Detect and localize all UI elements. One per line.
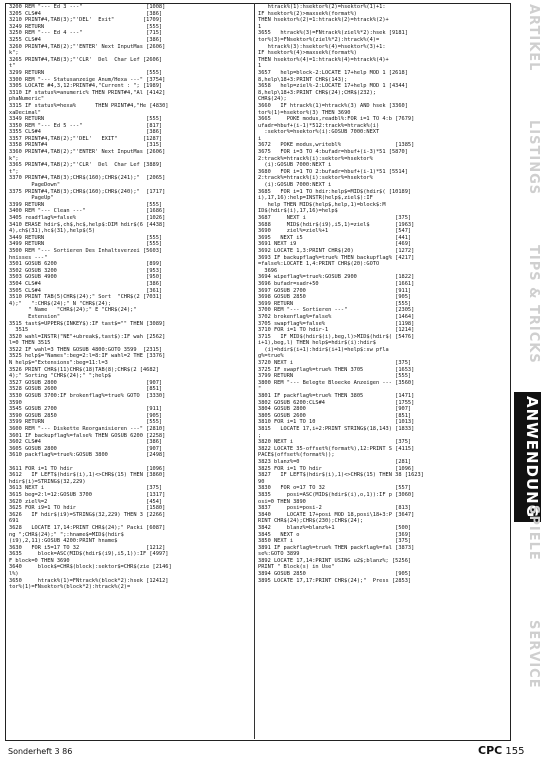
listing-line: 3688 MID$(hdir$(i9),i5,1)=ziel$ [1963] [258,221,415,228]
listing-line: i+1),beg,l) THEN help$=hdir$(i):hdir$ [258,340,376,347]
listing-line: k"; [9,50,19,57]
listing-line: 90 [258,478,265,485]
page-number: 155 [505,746,525,757]
listing-line: ufadr=hbuf+(i-1)*512:track%=htrack%(i) [258,122,380,129]
listing-line: 3694 wipeflag%=true%:GOSUB 2900 [1822] [258,274,415,281]
page-footer [478,744,525,757]
listing-line: 3545 GOSUB 2700 [911] [9,406,163,413]
listing-line: 3810 FOR i=1 TO 10 [1013] [258,419,415,426]
listing-line: (i)=hdir$(i+1):hdir$(i+1)=help$:sw pfla [258,346,389,353]
listing-line: 3804 GOSUB 2800 [907] [258,406,412,413]
listing-line: 3801 IF packflag%=true% THEN 3805 [1471] [258,393,415,400]
listing-line: osi=0 THEN 3890 [258,498,306,505]
listing-line: PRINT " Block(s) in Use" [258,564,335,571]
listing-line: 3615 beg=2:l=12:GOSUB 3700 [1317] [9,491,166,498]
listing-line: 3675 FOR i=3 TO 4:bufadr=hbuf+(i-3)*51 [5870] [258,149,408,156]
listing-line: 3672 POKE modus,writebl% [1385] [258,142,415,149]
listing-line: 3600 REM "--- Diskette Reorganisieren ---" [2810] [9,426,166,432]
listing-line: 3705 swapflag%=false% [1198] [258,320,415,327]
listing-line: ID$(hdir$(i),17,16)=help$ [258,208,338,215]
listing-column-right [258,4,505,584]
listing-line: phaNumeric" [9,96,45,103]
listing-line: 3370 PRINT#4,TAB(3);CHR$(160);CHR$(241);" [2065] [9,175,166,182]
issue-label: Sonderheft 3 86 [8,747,73,756]
listing-line: 3527 GOSUB 2800 [907] [9,379,163,386]
listing-line: 3210 PRINT#4,TAB(3);"'DEL' Exit" [1709] [9,17,163,24]
listing-line: 3410 ERASE hdir$,ch$,hc$,help$:DIM hdir$(6 [4438] [9,221,166,228]
listing-line: IF hsektor%(4)>maxsek%(format%) [258,50,357,57]
listing-line: 3315 IF status%=hexa% THEN PRINT#4,"He [4830] [9,102,169,109]
listing-line: 1 [258,63,262,70]
listing-line: " Name "CHR$(24);" E "CHR$(24);" [9,307,137,314]
listing-line: 3660 IF htrack%(1)=htrack%(3) AND hsek [3360] [258,102,408,109]
listing-line: 3620 ziel%=2 [454] [9,498,163,505]
listing-line: 3350 REM "--- Ed 5 ---" [817] [9,122,163,129]
listing-line: 3357 PRINT#4,TAB(2);"'DEL' EXIT" [1287] [9,135,163,142]
listing-line: htrack%(3):hsektor%(4)=hsektor%(3)+1: [258,43,386,50]
listing-line: 3894 GOSUB 2850 [905] [258,571,412,578]
listing-line: tor%(1)=hsektor%(3) THEN 3690 [258,109,351,116]
listing-line: 3891 IF packflag%=true% THEN packflag%=fal [3873] [258,544,415,551]
listing-line: F block=0 THEN 3690 [9,557,70,564]
listing-line: xaDecimal" [9,109,41,116]
listing-line: 3692 LOCATE 1,3:PRINT CHR$(20) [1272] [258,247,415,254]
listing-line: 3505 CLS#4 [361] [9,287,163,294]
listing-line: t" [9,63,16,70]
listing-line: 3691 NEXT i9 [469] [258,241,412,248]
listing-line: 3702 brokenflag%=false% [1464] [258,313,415,320]
listing-line: (i9),2,11):GOSUB 4200:PRINT hname$ [9,538,118,545]
listing-line: 3690 ziel%=ziel%+1 [547] [258,228,412,235]
listing-line: 3665 POKE modus,readbl%:FOR i=1 TO 4:b [7679] [258,116,415,123]
listing-line: 3650 htrack%(1)=FNtrack%(block*2):hsek [12412] [9,577,169,584]
listing-line: 3590 [9,399,22,406]
listing-line: 3630 FOR i5=17 TO 32 [1212] [9,544,166,551]
listing-line: 3825 FOR i=1 TO hdir [1096] [258,465,415,472]
listing-line: 3805 GOSUB 2600 [851] [258,412,412,419]
listing-line: THEN hsektor%(4)=1:htrack%(4)=htrack%(4)+ [258,56,389,63]
listing-line: CHR$(24); [258,96,287,103]
listing-line: :sektor%=hsektor%(i):GOSUB 7000:NEXT [258,129,380,136]
listing-line: 3815 LOCATE 17,i+2:PRINT STRING$(18,143) [1833] [258,426,415,432]
listing-line: 3602 CLS#4 [386] [9,439,163,446]
listing-line: ; [258,432,262,439]
listing-line: 3260 PRINT#4,TAB(2);"'ENTER' Next InputMas [2606] [9,43,166,50]
section-tab-anwendung: ANWENDUNG [514,392,541,522]
listing-line: 3626 IF hdir$(i9)=STRING$(32,229) THEN 3 [2266] [9,511,166,518]
listing-line: 3850 NEXT i [375] [258,538,412,545]
listing-line: 3687 NEXT i [375] [258,215,412,221]
listing-line: 3299 RETURN [555] [9,69,163,76]
listing-line: 3365 PRINT#4,TAB(2);"'CLR' Del Char Lef [3889] [9,162,163,169]
listing-line: 3799 RETURN [555] [258,373,412,380]
listing-line: 3892 LOCATE 17,14:PRINT USING u2$;blanz%; [5256] [258,557,412,564]
listing-line: 3640 block$=CHR$(block):sektor$=CHR$(zie [2146] [9,564,172,571]
listing-line: 3720 NEXT i [375] [258,360,412,367]
listing-line: THEN hsektor%(2)=1:htrack%(2)=htrack%(2)+ [258,17,389,24]
listing-line: 3500 REM "--- Sortieren Des Inhaltsverzei [5603] [9,247,163,254]
listing-line: 3515 [9,327,29,334]
listing-line: 3715 IF MID$(hdir$(i),beg,l)>MID$(hdir$( [5476] [258,333,415,340]
listing-line: =false%:LOCATE 1,4:PRINT CHR$(20):GOTO [258,261,380,268]
listing-line: 3655 htrack%(3)=FNtrack%(ziel%*2):hsek [9181] [258,30,408,37]
listing-line: 3710 FOR i=1 TO hdir-1 [1214] [258,327,415,334]
listing-line: 3249 RETURN [555] [9,23,163,30]
listing-line: 3255 CLS#4 [386] [9,36,163,43]
listing-line: 3502 GOSUB 3200 [953] [9,267,163,274]
listing-line: RINT CHR$(24);CHR$(230);CHR$(24); [258,518,364,525]
listing-line: 8,help\18+3:PRINT CHR$(24);CHR$(232); [258,89,376,96]
listing-line: hdir$(i)=STRING$(32,229) [9,478,86,485]
listing-line: (i):GOSUB 7000:NEXT i [258,182,332,189]
listing-line: 3504 CLS#4 [386] [9,280,163,287]
listing-line: PageUp" [9,195,54,202]
listing-line: 3685 FOR i=1 TO hdir:help$=MID$(hdir$( [10189] [258,188,412,195]
listing-line: help THEN MID$(help$,help,1)=block$:M [258,201,386,208]
listing-line: 3503 GOSUB 4900 [950] [9,274,163,281]
listing-line: 3696 [258,267,278,274]
listing-line: 3800 REM "--- Belegte Bloecke Anzeigen --- [3560] [258,379,415,386]
listing-line: 3522 IF wahl=3 THEN GOSUB 4800:GOTO 3599 [2315] [9,346,163,353]
listing-line: 3601 IF backupflag%=false% THEN GOSUB 6200 [2258] [9,432,166,439]
listing-line: (i):GOSUB 7000:NEXT i [258,162,332,169]
listing-line: i [258,135,262,142]
listing-line: ng ";CHR$(24);" ";:hname$=MID$(hdir$ [9,531,124,538]
listing-line: 3613 NEXT i [375] [9,485,163,492]
listing-line: 3827 IF LEFT$(hdir$(i),1)<>CHR$(15) THEN 38 [1623] [258,472,424,479]
listing-line: 3725 IF swapflag%=true% THEN 3705 [1653] [258,366,415,373]
listing-line: 3605 GOSUB 2800 [907] [9,445,163,452]
listing-line: 3658 help=ziel%-2:LOCATE 17+help MOD 1 [4344] [258,83,408,90]
listing-line: 3530 GOSUB 3700:IF brokenflag%=true% GOTO [3330] [9,393,166,400]
listing-line: 4),ch$(31),hc$(31),help$(5) [9,228,96,235]
listing-line: 3520 wahl=INSTR("NE"+ubreak$,tast$):IF wah [2562] [9,333,166,340]
listing-line: 3200 REM "--- Ed 3 ---" [1008] [9,4,166,10]
listing-line: 3628 LOCATE 17,14:PRINT CHR$(24);" Packi [6087] [9,524,166,531]
listing-line: 3265 PRINT#4,TAB(3);"'CLR' Del Char Lef [2606] [9,56,163,63]
listing-line: tor%(3)=FNsektor%(ziel%*2):htrack%(4)= [258,36,380,43]
listing-line: 3510 PRINT TAB(5)CHR$(24);" Sort "CHR$(2 [7031] [9,294,163,301]
section-tabs [512,0,543,768]
listing-line: l=0 THEN 3515 [9,340,51,347]
listing-line: 1 [258,23,262,30]
listing-line: 3405 readflag%=false% [1026] [9,215,166,221]
listing-line: 3499 RETURN [555] [9,241,163,248]
listing-line: 3501 GOSUB 6200 [899] [9,261,163,268]
listing-line: 3449 RETURN [555] [9,234,163,241]
listing-line: 3599 RETURN [555] [9,419,163,426]
listing-line: 3205 CLS#4 [386] [9,10,163,17]
listing-line: 3835 posi=ASC(MID$(hdir$(i),o,1)):IF p [3060] [258,491,415,498]
section-tab-service: SERVICE [526,620,541,689]
listing-line: 3528 GOSUB 2600 [851] [9,386,163,393]
listing-line: 2:track%=htrack%(i):sektor%=hsektor% [258,155,373,162]
listing-line: 3515 tast$=UPPER$(INKEY$):IF tast$="" THEN [3089] [9,320,166,327]
listing-line: k"; [9,155,19,162]
listing-line: se%:GOTO 3899 [258,551,300,558]
listing-line: l%) [9,571,19,578]
listing-line: " [258,386,262,393]
listing-line: 3349 RETURN [555] [9,116,163,123]
listing-line: 3697 GOSUB 2700 [911] [258,287,412,294]
listing-line: 3610 packflag%=true%:GOSUB 3800 [2498] [9,452,166,459]
section-tab-artikel: ARTIKEL [526,4,541,72]
listing-line: 3625 FOR i9=1 TO hdir [1580] [9,505,166,512]
listing-line: 3590 GOSUB 2850 [905] [9,412,163,419]
listing-line: 3611 FOR i=1 TO hdir [1096] [9,465,166,472]
listing-line: N help$="Extensions":beg=11:l=3 [9,360,108,367]
listing-line: 3820 NEXT i [375] [258,439,412,446]
section-tab-listings: LISTINGS [526,120,541,196]
magazine-name: CPC [478,744,503,757]
listing-line: 3840 LOCATE 17+posi MOD 18,posi\18+3:P [3647] [258,511,415,518]
listing-line: 3845 NEXT o [369] [258,531,412,538]
listing-line: 3399 RETURN [555] [9,201,163,208]
listing-line [9,459,252,466]
listing-line: 3830 FOR o=17 TO 32 [557] [258,485,412,492]
listing-line: 3355 CLS#4 [386] [9,129,163,136]
listing-line: 3300 REM "--- Statusanzeige Anum/Hexa ---" [3754] [9,76,166,83]
listing-line: 3895 LOCATE 17,17:PRINT CHR$(24);" Press [2853] [258,577,412,584]
listing-column-left [9,4,252,591]
listing-line: 3698 GOSUB 2850 [905] [258,294,412,301]
listing-line: 3358 PRINT#4 [315] [9,142,163,149]
listing-line: 3612 IF LEFT$(hdir$(i),1)<>CHR$(15) THEN [3860] [9,472,166,479]
listing-line: 3699 RETURN [555] [258,300,412,307]
section-tab-spiele: SPIELE [526,505,541,561]
listing-line: 3635 block=ASC(MID$(hdir$(i9),i5,1)):IF [4997] [9,551,169,558]
listing-line: 3360 PRINT#4,TAB(2);"'ENTER' Next InputMas [2606] [9,149,166,156]
listing-line: 3696 bufadr=sadr+50 [1661] [258,280,415,287]
listing-line: 3693 IF backupflag%=true% THEN backupflag% [4217] [258,254,415,261]
listing-line: 3837 posi=posi-2 [813] [258,505,412,512]
listing-line: tor%(1)=FNsektor%(block*2):htrack%(2)= [9,584,131,591]
listing-line: 8,help\18+3:PRINT CHR$(143); [258,76,348,83]
listing-line: 3400 REM "--- Clean ---" [1686] [9,208,166,215]
listing-line: 3526 PRINT CHR$(11)CHR$(18)TAB(8);CHR$(2 [4682] [9,366,159,373]
listing-line: 3525 help$="Names":beg=2:l=8:IF wahl=2 THE [3376] [9,353,166,360]
listing-line: hnisses ---" [9,254,48,261]
listing-line: g%=true% [258,353,284,360]
listing-line: Extension" [9,313,61,320]
column-divider [254,3,255,739]
listing-line: 3250 REM "--- Ed 4 ---" [715] [9,30,163,37]
listing-line: t"; [9,168,19,175]
listing-line: 3305 LOCATE #4,3,12:PRINT#4,"Current : "; [1989] [9,83,163,90]
listing-line: 3842 blanz%=blanz%+1 [500] [258,524,412,531]
listing-line: 3680 FOR i=1 TO 2:bufadr=hbuf+(i-1)*51 [5514] [258,168,408,175]
listing-line: 2:track%=htrack%(i):sektor%=hsektor% [258,175,373,182]
listing-line: 3375 PRINT#4,TAB(3);CHR$(160);CHR$(240);" [1717] [9,188,166,195]
listing-line: 3700 REM "--- Sortieren ---" [2305] [258,307,415,314]
listing-line: i),17,16):help=INSTR(help$,ziel$):IF [258,195,373,202]
listing-line: 3823 blanz%=0 [281] [258,458,412,465]
listing-line: 4);" ":CHR$(24);" N "CHR$(24); [9,300,112,307]
section-tab-tips-tricks: TIPS & TRICKS [526,245,541,364]
listing-line: 3695 NEXT i5 [441] [258,234,412,241]
listing-line: PageDown" [9,182,61,189]
listing-line: 4);" Sorting "CHR$(24);" ";help$ [9,373,112,380]
listing-line: htrack%(1):hsektor%(2)=hsektor%(1)+1: [258,4,386,10]
listing-line: 3822 LOCATE 35-offset%(format%),12:PRINT S [4115] [258,445,415,452]
listing-line: 3310 IF status%=anumeric% THEN PRINT#4,"Al [4142] [9,89,166,96]
listing-line: IF hsektor%(2)>maxsek%(format%) [258,10,357,17]
listing-line: 3657 help=block-2:LOCATE 17+help MOD 1 [2618] [258,69,408,76]
listing-line: 3802 GOSUB 6200:CLS#4 [1755] [258,399,415,406]
listing-line: PACE$(offset%(format%)); [258,452,335,459]
listing-line: 691 [9,518,19,525]
